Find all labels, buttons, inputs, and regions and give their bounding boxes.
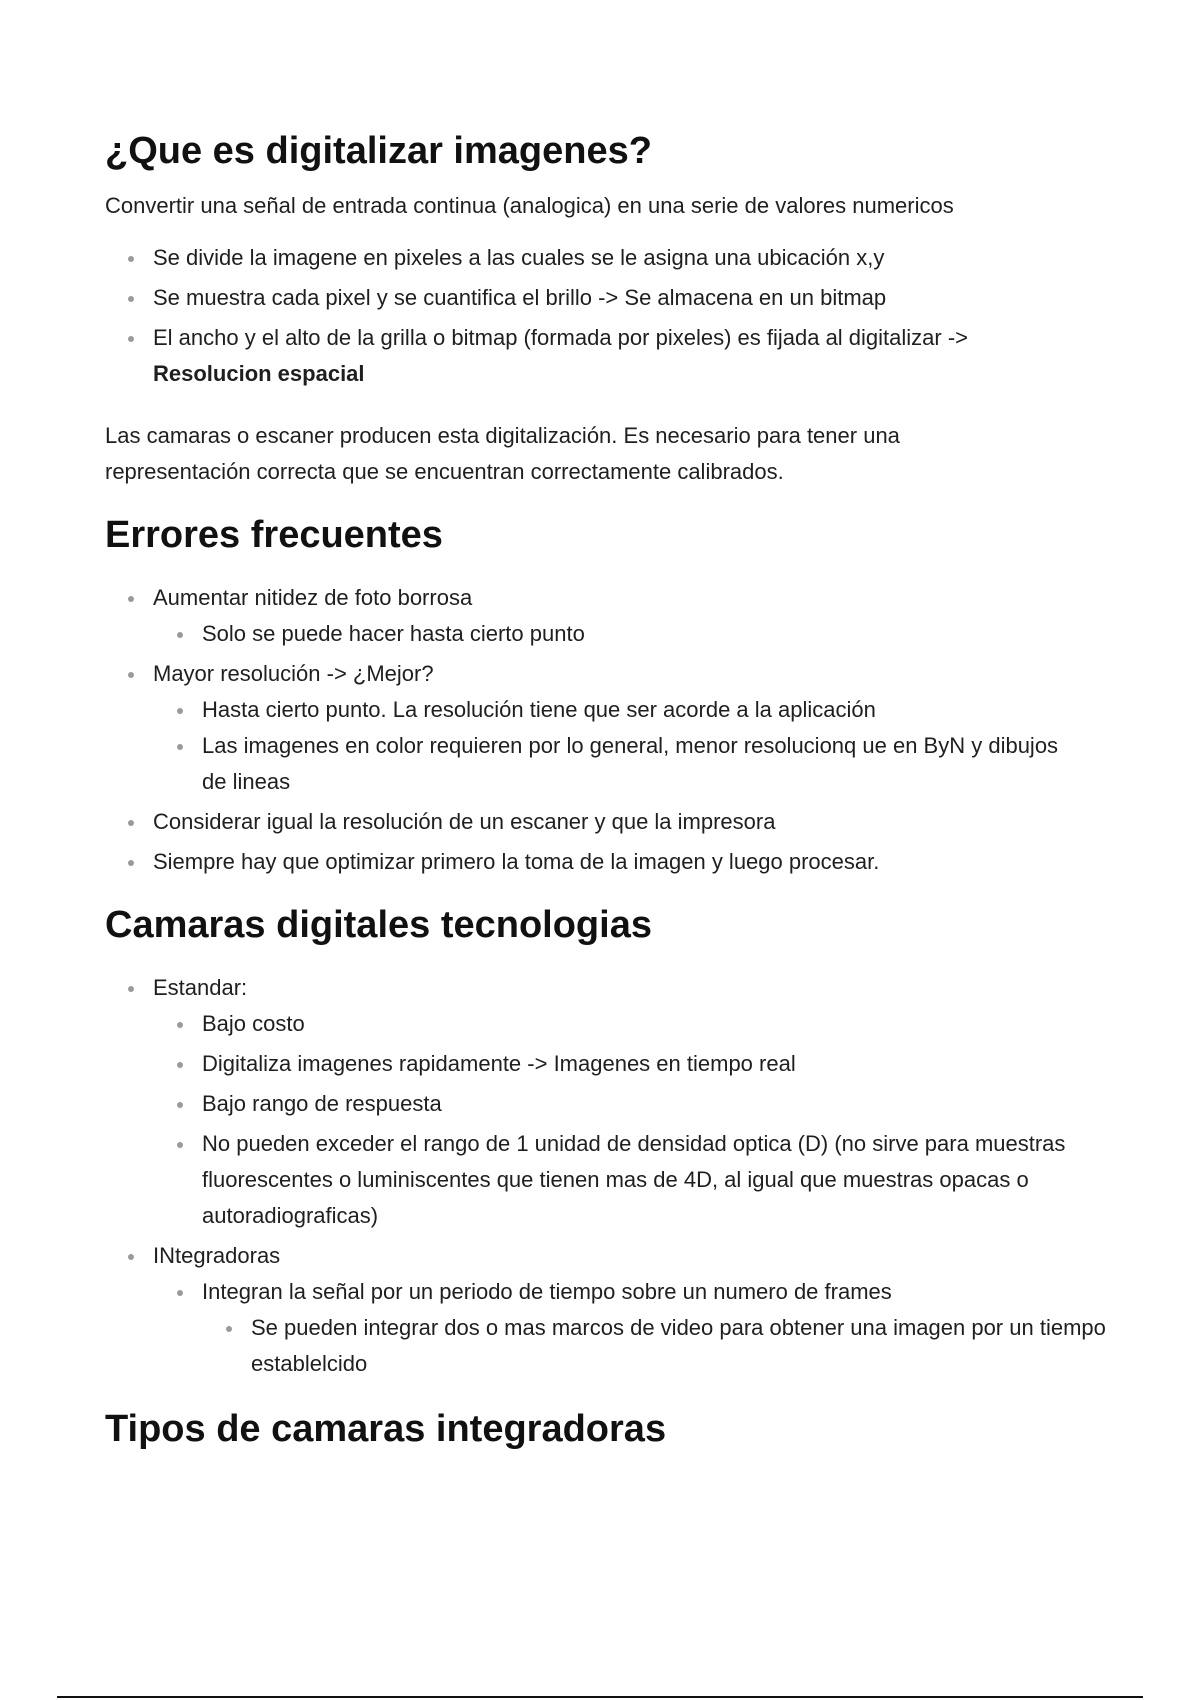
list-item-text: Bajo rango de respuesta [202,1091,442,1116]
heading-errores: Errores frecuentes [105,514,443,556]
list-item-text: Hasta cierto punto. La resolución tiene que ser acorde a la aplicación [202,697,876,722]
camaras-list [105,970,1125,1382]
list-item-text: INtegradoras [153,1243,281,1268]
heading-digitalizar: ¿Que es digitalizar imagenes? [105,130,652,172]
list-item-text: Se pueden integrar dos o mas marcos de video para obtener una imagen por un tiempo establelcido [251,1315,1106,1376]
list-item [105,240,1125,276]
bullet-icon [177,708,183,714]
bullet-icon [226,1326,232,1332]
list-item-text: Integran la señal por un periodo de tiempo sobre un numero de frames [202,1279,892,1304]
list-item-text: Digitaliza imagenes rapidamente -> Imagenes en tiempo real [202,1051,796,1076]
sub-sub-list-item [105,1310,1125,1382]
heading-tipos: Tipos de camaras integradoras [105,1408,667,1450]
footer-divider [57,1696,1143,1698]
list-item-text: Estandar: [153,975,248,1000]
digitalizar-list [105,240,1125,392]
list-item [105,280,1125,316]
bullet-icon [128,986,134,992]
list-item-text: Se muestra cada pixel y se cuantifica el brillo -> Se almacena en un bitmap [153,285,887,310]
list-item [105,320,1125,392]
heading-camaras: Camaras digitales tecnologias [105,904,652,946]
bullet-icon [128,860,134,866]
list-item [105,656,1125,692]
sub-list-item [105,1006,1125,1042]
sub-list-item [105,728,1072,800]
list-item [105,580,1125,616]
bullet-icon [177,1102,183,1108]
bullet-icon [128,256,134,262]
bullet-icon [177,1290,183,1296]
list-item-text: No pueden exceder el rango de 1 unidad de densidad optica (D) (no sirve para muestras fluorescentes o luminiscentes que tienen mas de 4D, al igual que muestras opacas o autoradiograficas) [202,1131,1066,1228]
bullet-icon [128,1254,134,1260]
errores-list [105,580,1125,880]
bullet-icon [177,1022,183,1028]
list-item-text: Considerar igual la resolución de un escaner y que la impresora [153,809,776,834]
bullet-icon [177,1142,183,1148]
list-item-text: Siempre hay que optimizar primero la toma de la imagen y luego procesar. [153,849,880,874]
bullet-icon [177,744,183,750]
document-page [105,128,1125,1452]
sub-list-item [105,1086,1125,1122]
bullet-icon [128,336,134,342]
bullet-icon [128,672,134,678]
bullet-icon [177,632,183,638]
list-item [105,804,1125,840]
list-item-text: Bajo costo [202,1011,305,1036]
bullet-icon [128,296,134,302]
list-item-text: Las imagenes en color requieren por lo general, menor resolucionq ue en ByN y dibujos de lineas [202,733,1059,794]
list-item-text: Solo se puede hacer hasta cierto punto [202,621,585,646]
sub-list-item [105,1274,1125,1310]
list-item [105,970,1125,1006]
intro-paragraph: Convertir una señal de entrada continua (analogica) en una serie de valores numericos [105,193,954,218]
bullet-icon [177,1062,183,1068]
calibration-paragraph: Las camaras o escaner producen esta digitalización. Es necesario para tener una representación correcta que se encuentran correctamente calibrados. [105,423,900,484]
list-item-text: El ancho y el alto de la grilla o bitmap (formada por pixeles) es fijada al digitalizar -> [153,325,969,350]
list-item [105,844,1125,880]
sub-list-item [105,616,1125,652]
list-item-text: Mayor resolución -> ¿Mejor? [153,661,434,686]
bullet-icon [128,820,134,826]
list-item-text: Se divide la imagene en pixeles a las cuales se le asigna una ubicación x,y [153,245,885,270]
sub-list-item [105,1126,1125,1234]
bold-term: Resolucion espacial [153,361,365,386]
sub-list-item [105,692,1125,728]
sub-list-item [105,1046,1125,1082]
list-item-text: Aumentar nitidez de foto borrosa [153,585,473,610]
bullet-icon [128,596,134,602]
list-item [105,1238,1125,1274]
